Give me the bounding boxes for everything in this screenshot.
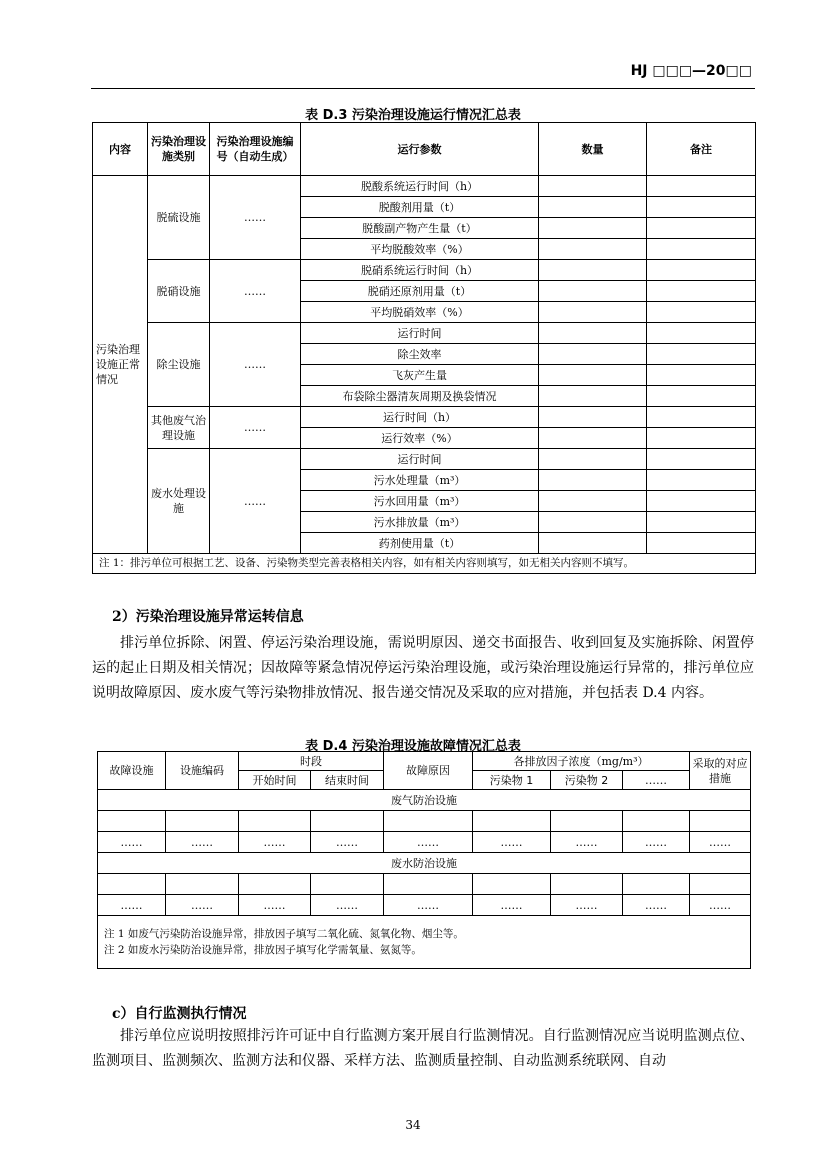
facility-code: ……: [210, 449, 301, 554]
quantity-cell: [539, 386, 647, 407]
d4-section-water: 废水防治设施: [98, 853, 751, 874]
col-header-params: 运行参数: [301, 123, 539, 176]
d4-header-measures: 采取的对应措施: [690, 752, 751, 790]
run-parameter: 平均脱硝效率（%）: [301, 302, 539, 323]
section-c-heading: c）自行监测执行情况: [112, 1006, 247, 1022]
run-parameter: 运行时间: [301, 449, 539, 470]
run-parameter: 运行效率（%）: [301, 428, 539, 449]
header-rule: [91, 88, 755, 89]
section-2-paragraph: [92, 631, 754, 706]
table-row: [93, 323, 756, 344]
quantity-cell: [539, 239, 647, 260]
ellipsis-cell: ……: [623, 895, 690, 916]
quantity-cell: [539, 344, 647, 365]
d4-header-pollutant-1: 污染物 1: [473, 771, 551, 790]
table-row: [93, 407, 756, 428]
d4-header-concentration: 各排放因子浓度（mg/m³）: [473, 752, 690, 771]
remark-cell: [647, 260, 756, 281]
d4-note-1: 注 1 如废气污染防治设施异常，排放因子填写二氧化硫、氮氧化物、烟尘等。: [104, 928, 464, 940]
col-header-category: 污染治理设施类别: [148, 123, 210, 176]
quantity-cell: [539, 491, 647, 512]
d4-notes: [98, 916, 751, 969]
section-c-text: 排污单位应说明按照排污许可证中自行监测方案开展自行监测情况。自行监测情况应当说明监测点位、监测项目、监测频次、监测方法和仪器、采样方法、监测质量控制、自动监测系统联网、自动: [92, 1028, 754, 1069]
d4-header-pollutant-2: 污染物 2: [551, 771, 623, 790]
remark-cell: [647, 302, 756, 323]
ellipsis-cell: ……: [690, 832, 751, 853]
quantity-cell: [539, 260, 647, 281]
run-parameter: 药剂使用量（t）: [301, 533, 539, 554]
col-header-quantity: 数量: [539, 123, 647, 176]
d4-header-cause: 故障原因: [384, 752, 473, 790]
ellipsis-cell: ……: [239, 895, 311, 916]
table-d4: [97, 751, 751, 969]
table-row: [93, 260, 756, 281]
run-parameter: 脱硝系统运行时间（h）: [301, 260, 539, 281]
facility-code: ……: [210, 176, 301, 260]
remark-cell: [647, 218, 756, 239]
remark-cell: [647, 512, 756, 533]
content-label: 污染治理设施正常情况: [93, 176, 148, 554]
quantity-cell: [539, 218, 647, 239]
d4-header-period: 时段: [239, 752, 384, 771]
quantity-cell: [539, 302, 647, 323]
quantity-cell: [539, 449, 647, 470]
col-header-code: 污染治理设施编号（自动生成）: [210, 123, 301, 176]
run-parameter: 污水排放量（m³）: [301, 512, 539, 533]
ellipsis-cell: ……: [384, 895, 473, 916]
remark-cell: [647, 533, 756, 554]
run-parameter: 污水回用量（m³）: [301, 491, 539, 512]
run-parameter: 除尘效率: [301, 344, 539, 365]
ellipsis-cell: ……: [384, 832, 473, 853]
run-parameter: 脱酸系统运行时间（h）: [301, 176, 539, 197]
ellipsis-cell: ……: [623, 832, 690, 853]
section-2-text: 排污单位拆除、闲置、停运污染治理设施，需说明原因、递交书面报告、收到回复及实施拆除、闲置停运的起止日期及相关情况；因故障等紧急情况停运污染治理设施，或污染治理设施运行异常的，排污单位应说明故障原因、废水废气等污染物排放情况、报告递交情况及采取的应对措施，并包括表 D.4 内容。: [92, 635, 754, 701]
quantity-cell: [539, 407, 647, 428]
run-parameter: 平均脱酸效率（%）: [301, 239, 539, 260]
d4-header-facility-code: 设施编码: [166, 752, 239, 790]
ellipsis-cell: ……: [551, 832, 623, 853]
quantity-cell: [539, 533, 647, 554]
d4-header-end: 结束时间: [311, 771, 384, 790]
ellipsis-cell: ……: [98, 895, 166, 916]
quantity-cell: [539, 470, 647, 491]
facility-category: 废水处理设施: [148, 449, 210, 554]
quantity-cell: [539, 323, 647, 344]
d4-header-fault-facility: 故障设施: [98, 752, 166, 790]
ellipsis-cell: ……: [166, 832, 239, 853]
table-row: [98, 832, 751, 853]
remark-cell: [647, 344, 756, 365]
remark-cell: [647, 239, 756, 260]
table-d3: [92, 122, 756, 574]
d4-header-start: 开始时间: [239, 771, 311, 790]
facility-category: 脱硫设施: [148, 176, 210, 260]
run-parameter: 运行时间（h）: [301, 407, 539, 428]
remark-cell: [647, 281, 756, 302]
remark-cell: [647, 407, 756, 428]
remark-cell: [647, 386, 756, 407]
ellipsis-cell: ……: [166, 895, 239, 916]
ellipsis-cell: ……: [473, 832, 551, 853]
quantity-cell: [539, 197, 647, 218]
ellipsis-cell: ……: [239, 832, 311, 853]
ellipsis-cell: ……: [98, 832, 166, 853]
remark-cell: [647, 323, 756, 344]
quantity-cell: [539, 281, 647, 302]
table-row: [93, 449, 756, 470]
facility-category: 除尘设施: [148, 323, 210, 407]
run-parameter: 布袋除尘器清灰周期及换袋情况: [301, 386, 539, 407]
table-d3-caption: 表 D.3 污染治理设施运行情况汇总表: [305, 108, 521, 123]
facility-code: ……: [210, 260, 301, 323]
facility-category: 其他废气治理设施: [148, 407, 210, 449]
d4-header-more: ……: [623, 771, 690, 790]
remark-cell: [647, 197, 756, 218]
quantity-cell: [539, 365, 647, 386]
ellipsis-cell: ……: [311, 895, 384, 916]
run-parameter: 脱酸副产物产生量（t）: [301, 218, 539, 239]
d3-note: 注 1：排污单位可根据工艺、设备、污染物类型完善表格相关内容，如有相关内容则填写，如无相关内容则不填写。: [93, 554, 756, 574]
facility-code: ……: [210, 407, 301, 449]
remark-cell: [647, 491, 756, 512]
quantity-cell: [539, 176, 647, 197]
document-code: HJ □□□—20□□: [630, 63, 752, 79]
remark-cell: [647, 449, 756, 470]
ellipsis-cell: ……: [551, 895, 623, 916]
remark-cell: [647, 176, 756, 197]
table-row: [98, 811, 751, 832]
col-header-content: 内容: [93, 123, 148, 176]
facility-category: 脱硝设施: [148, 260, 210, 323]
d4-section-gas: 废气防治设施: [98, 790, 751, 811]
table-row: [98, 895, 751, 916]
section-c-paragraph: [92, 1024, 754, 1074]
table-row: [93, 176, 756, 197]
d4-note-2: 注 2 如废水污染防治设施异常，排放因子填写化学需氧量、氨氮等。: [104, 944, 422, 956]
table-row: [98, 874, 751, 895]
page-number: 34: [405, 1118, 421, 1132]
section-2-heading: 2）污染治理设施异常运转信息: [112, 609, 304, 625]
run-parameter: 飞灰产生量: [301, 365, 539, 386]
remark-cell: [647, 365, 756, 386]
facility-code: ……: [210, 323, 301, 407]
ellipsis-cell: ……: [690, 895, 751, 916]
remark-cell: [647, 470, 756, 491]
ellipsis-cell: ……: [473, 895, 551, 916]
quantity-cell: [539, 428, 647, 449]
run-parameter: 脱酸剂用量（t）: [301, 197, 539, 218]
table-d4-caption: 表 D.4 污染治理设施故障情况汇总表: [305, 739, 521, 754]
run-parameter: 脱硝还原剂用量（t）: [301, 281, 539, 302]
quantity-cell: [539, 512, 647, 533]
run-parameter: 污水处理量（m³）: [301, 470, 539, 491]
run-parameter: 运行时间: [301, 323, 539, 344]
remark-cell: [647, 428, 756, 449]
col-header-remarks: 备注: [647, 123, 756, 176]
ellipsis-cell: ……: [311, 832, 384, 853]
